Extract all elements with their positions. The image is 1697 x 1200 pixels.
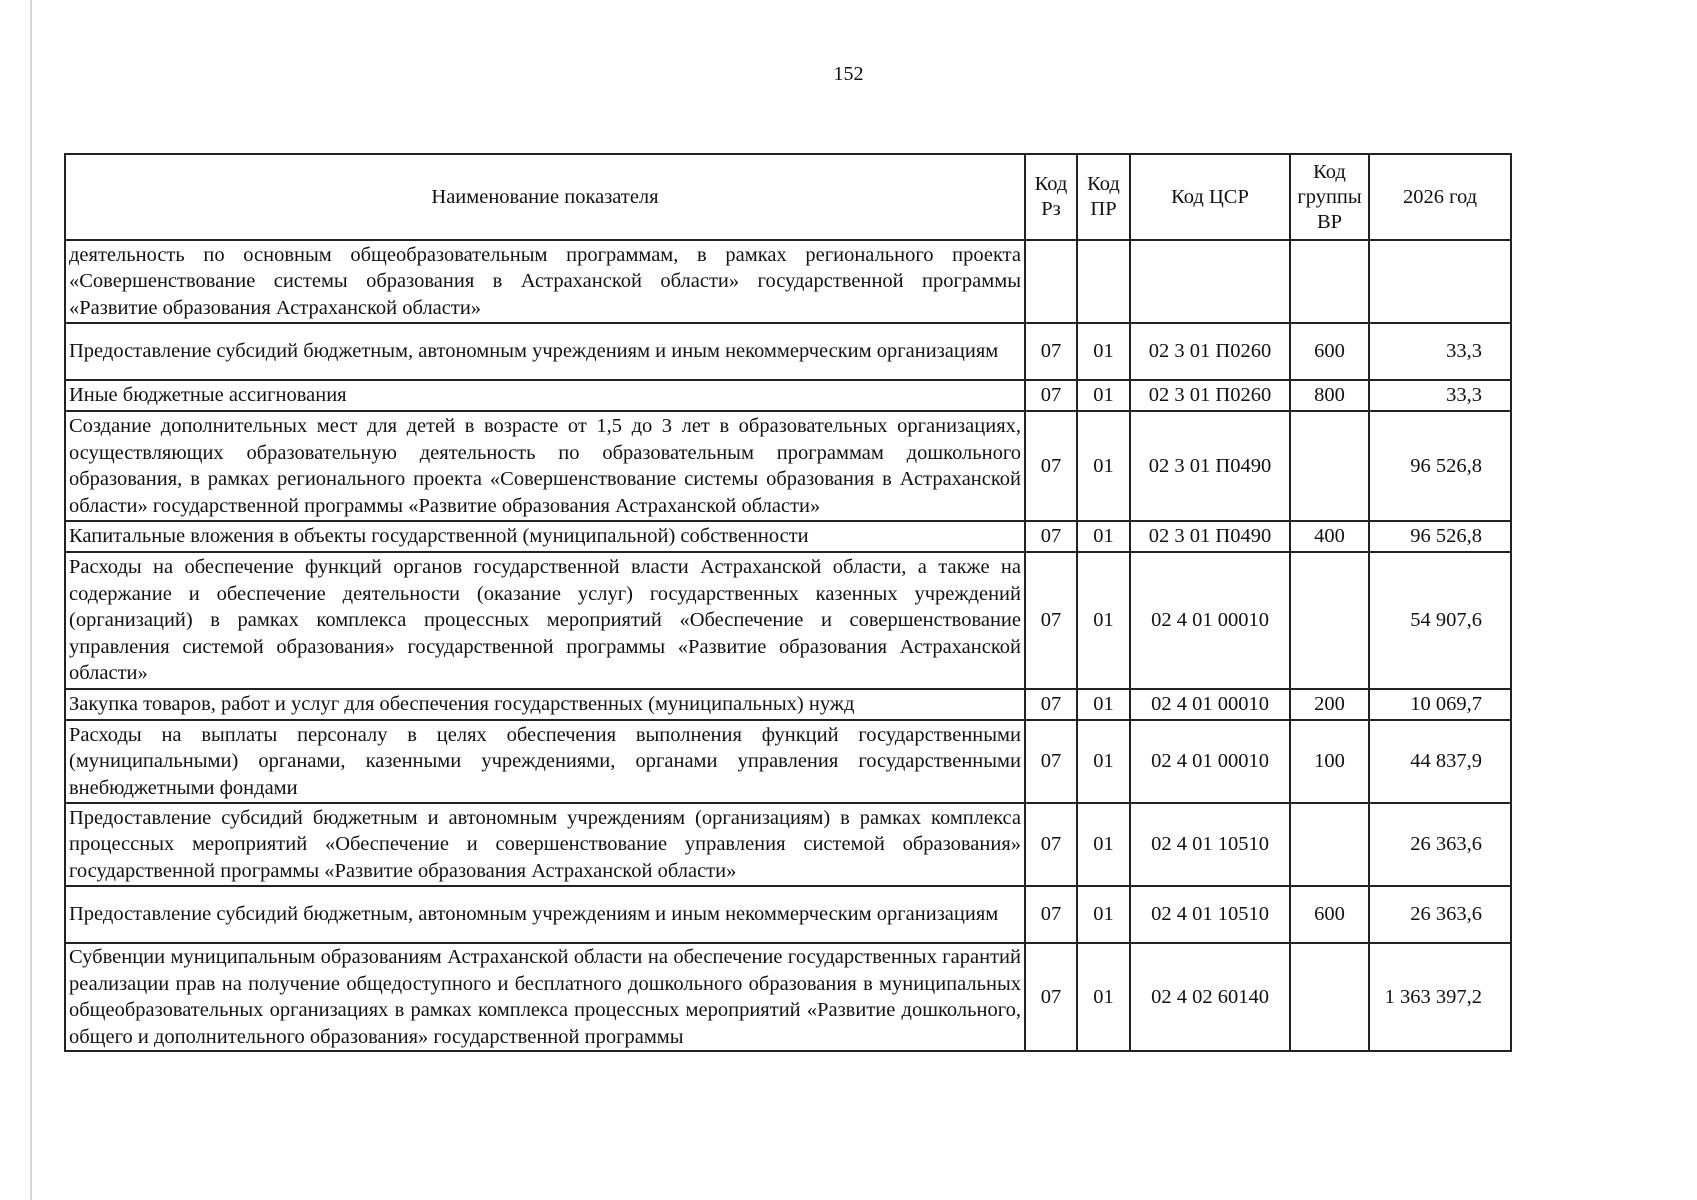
row-rz: 07 xyxy=(1025,323,1077,380)
row-vr: 400 xyxy=(1290,521,1369,552)
table-row xyxy=(65,411,1511,521)
row-vr: 800 xyxy=(1290,380,1369,411)
row-csr: 02 4 01 10510 xyxy=(1130,886,1290,943)
header-year: 2026 год xyxy=(1369,154,1511,240)
row-rz: 07 xyxy=(1025,521,1077,552)
row-name: Предоставление субсидий бюджетным, автономным учреждениям и иным некоммерческим организациям xyxy=(65,886,1025,943)
row-amount xyxy=(1369,240,1511,323)
row-rz: 07 xyxy=(1025,943,1077,1051)
row-amount: 26 363,6 xyxy=(1369,803,1511,886)
row-csr: 02 3 01 П0260 xyxy=(1130,323,1290,380)
row-pr: 01 xyxy=(1077,521,1130,552)
table-row xyxy=(65,521,1511,552)
row-amount: 33,3 xyxy=(1369,380,1511,411)
page-number: 152 xyxy=(833,63,864,85)
row-pr: 01 xyxy=(1077,720,1130,803)
row-name: Закупка товаров, работ и услуг для обеспечения государственных (муниципальных) нужд xyxy=(65,689,1025,720)
row-csr: 02 4 01 00010 xyxy=(1130,720,1290,803)
row-csr: 02 4 02 60140 xyxy=(1130,943,1290,1051)
row-amount: 54 907,6 xyxy=(1369,552,1511,689)
row-csr: 02 4 01 00010 xyxy=(1130,552,1290,689)
row-vr xyxy=(1290,803,1369,886)
table-row xyxy=(65,240,1511,323)
row-pr: 01 xyxy=(1077,689,1130,720)
row-pr xyxy=(1077,240,1130,323)
table-header xyxy=(65,154,1511,240)
header-row xyxy=(65,154,1511,240)
row-pr: 01 xyxy=(1077,886,1130,943)
row-vr xyxy=(1290,411,1369,521)
header-pr: Код ПР xyxy=(1077,154,1130,240)
row-name: Расходы на обеспечение функций органов государственной власти Астраханской области, а также на содержание и обеспечение деятельности (оказание услуг) государственных казенных учреждений (организаций) в рамках комплекса процессных мероприятий «Обеспечение и совершенствование управления системой образования» государственной программы «Развитие образования Астраханской области» xyxy=(65,552,1025,689)
row-amount: 96 526,8 xyxy=(1369,411,1511,521)
row-pr: 01 xyxy=(1077,380,1130,411)
row-amount: 33,3 xyxy=(1369,323,1511,380)
row-name: Иные бюджетные ассигнования xyxy=(65,380,1025,411)
budget-table xyxy=(64,153,1512,1052)
row-pr: 01 xyxy=(1077,411,1130,521)
row-rz: 07 xyxy=(1025,803,1077,886)
table-row xyxy=(65,380,1511,411)
row-rz: 07 xyxy=(1025,689,1077,720)
row-vr xyxy=(1290,240,1369,323)
row-csr: 02 4 01 10510 xyxy=(1130,803,1290,886)
table-row xyxy=(65,689,1511,720)
row-vr xyxy=(1290,552,1369,689)
row-vr: 600 xyxy=(1290,886,1369,943)
row-vr: 100 xyxy=(1290,720,1369,803)
row-name: деятельность по основным общеобразовательным программам, в рамках регионального проекта «Совершенствование системы образования в Астраханской области» государственной программы «Развитие образования Астраханской области» xyxy=(65,240,1025,323)
row-name: Создание дополнительных мест для детей в возрасте от 1,5 до 3 лет в образовательных организациях, осуществляющих образовательную деятельность по образовательным программам дошкольного образования, в рамках регионального проекта «Совершенствование системы образования в Астраханской области» государственной программы «Развитие образования Астраханской области» xyxy=(65,411,1025,521)
table-row xyxy=(65,552,1511,689)
binding-edge-line xyxy=(30,0,32,1200)
row-rz: 07 xyxy=(1025,380,1077,411)
row-vr: 600 xyxy=(1290,323,1369,380)
row-vr: 200 xyxy=(1290,689,1369,720)
table-row xyxy=(65,886,1511,943)
row-amount: 26 363,6 xyxy=(1369,886,1511,943)
header-csr: Код ЦСР xyxy=(1130,154,1290,240)
table-row xyxy=(65,720,1511,803)
row-pr: 01 xyxy=(1077,943,1130,1051)
row-csr: 02 3 01 П0490 xyxy=(1130,521,1290,552)
row-name: Расходы на выплаты персоналу в целях обеспечения выполнения функций государственными (муниципальными) органами, казенными учреждениями, органами управления государственными внебюджетными фондами xyxy=(65,720,1025,803)
row-name: Предоставление субсидий бюджетным и автономным учреждениям (организациям) в рамках комплекса процессных мероприятий «Обеспечение и совершенствование управления системой образования» государственной программы «Развитие образования Астраханской области» xyxy=(65,803,1025,886)
row-vr xyxy=(1290,943,1369,1051)
row-amount: 10 069,7 xyxy=(1369,689,1511,720)
row-name: Предоставление субсидий бюджетным, автономным учреждениям и иным некоммерческим организациям xyxy=(65,323,1025,380)
row-pr: 01 xyxy=(1077,803,1130,886)
row-csr: 02 4 01 00010 xyxy=(1130,689,1290,720)
row-rz: 07 xyxy=(1025,886,1077,943)
row-name: Субвенции муниципальным образованиям Астраханской области на обеспечение государственных гарантий реализации прав на получение общедоступного и бесплатного дошкольного образования в муниципальных общеобразовательных организациях в рамках комплекса процессных мероприятий «Развитие дошкольного, общего и дополнительного образования» государственной программы xyxy=(65,943,1025,1051)
table-row xyxy=(65,323,1511,380)
table-row xyxy=(65,943,1511,1051)
row-rz xyxy=(1025,240,1077,323)
header-name: Наименование показателя xyxy=(65,154,1025,240)
row-csr: 02 3 01 П0260 xyxy=(1130,380,1290,411)
header-vr: Код группы ВР xyxy=(1290,154,1369,240)
header-rz: Код Рз xyxy=(1025,154,1077,240)
row-rz: 07 xyxy=(1025,552,1077,689)
row-name: Капитальные вложения в объекты государственной (муниципальной) собственности xyxy=(65,521,1025,552)
row-csr: 02 3 01 П0490 xyxy=(1130,411,1290,521)
row-pr: 01 xyxy=(1077,323,1130,380)
row-rz: 07 xyxy=(1025,720,1077,803)
row-csr xyxy=(1130,240,1290,323)
row-rz: 07 xyxy=(1025,411,1077,521)
row-pr: 01 xyxy=(1077,552,1130,689)
row-amount: 44 837,9 xyxy=(1369,720,1511,803)
row-amount: 96 526,8 xyxy=(1369,521,1511,552)
row-amount: 1 363 397,2 xyxy=(1369,943,1511,1051)
table-body xyxy=(65,240,1511,1051)
table-row xyxy=(65,803,1511,886)
